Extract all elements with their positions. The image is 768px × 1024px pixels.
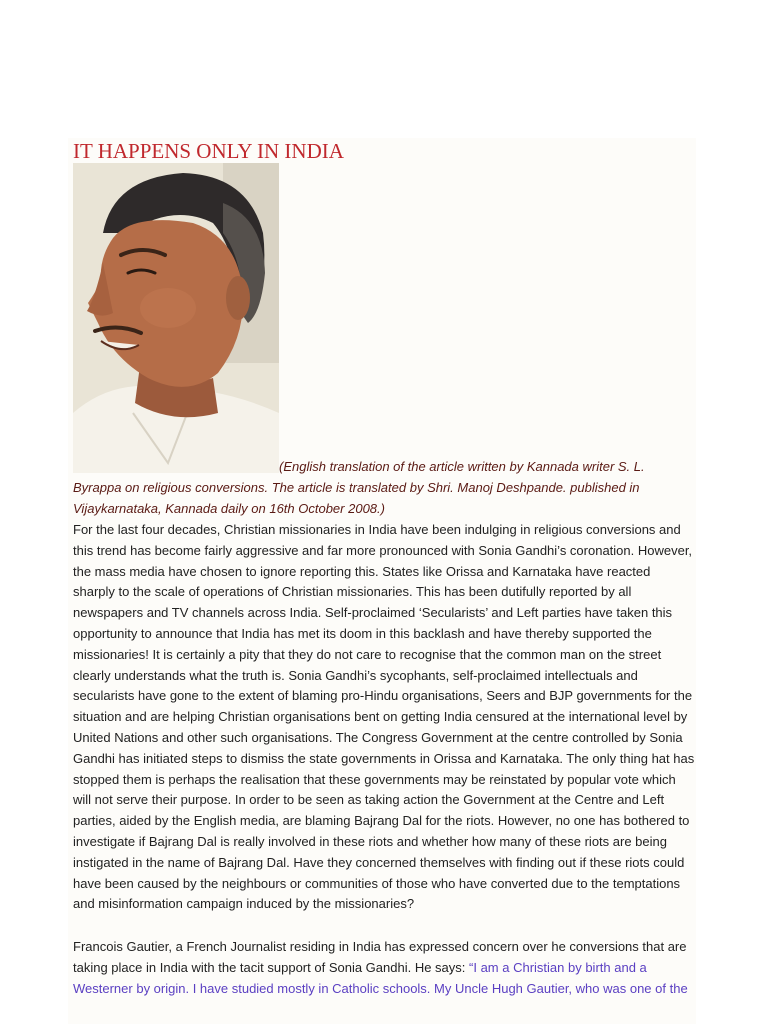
paragraph-2-lead: Francois Gautier, a French Journalist residing in India has expressed concern over he conversions that are taking place in India with the tacit support of Sonia Gandhi. He says:	[73, 939, 687, 975]
author-photo	[73, 163, 279, 473]
article-paragraph-1: For the last four decades, Christian missionaries in India have been indulging in religious conversions and this trend has become fairly aggressive and far more pronounced with Sonia Gandhi’s coronation. However, the mass media have chosen to ignore reporting this. States like Orissa and Karnataka have reacted sharply to the scale of operations of Christian missionaries. This has been dutifully reported by all newspapers and TV channels across India. Self-proclaimed ‘Secularists’ and Left parties have taken this opportunity to announce that India has met its doom in this backlash and have thereby supported the missionaries! It is certainly a pity that they do not care to recognise that the common man on the street clearly understands what the truth is. Sonia Gandhi’s sycophants, self-proclaimed intellectuals and secularists have gone to the extent of blaming pro-Hindu organisations, Seers and BJP governments for the situation and are helping Christian organisations bent on getting India censured at the international level by United Nations and other such organisations. The Congress Government at the centre controlled by Sonia Gandhi has initiated steps to dismiss the state governments in Orissa and Karnataka. The only thing hat has stopped them is perhaps the realisation that these governments may be reinstated by popular vote which will not serve their purpose. In order to be seen as taking action the Government at the Centre and Left parties, aided by the English media, are blaming Bajrang Dal for the riots. However, no one has bothered to investigate if Bajrang Dal is really involved in these riots and whether how many of these riots are being instigated in the name of Bajrang Dal. Have they concerned themselves with finding out if these riots could have been caused by the neighbours or communities of those who have converted due to the temptations and misinformation campaign induced by the missionaries?	[73, 522, 695, 912]
gautier-quote: “I am a Christian by birth and a Westerner by origin. I have studied mostly in Catholic schools. My Uncle Hugh Gautier, who was one of the	[73, 959, 688, 996]
photo-caption: (English translation of the article written by Kannada writer S. L. Byrappa on religious conversions. The article is translated by Shri. Manoj Deshpande. published in Vijaykarnataka, Kannada daily on 16th October 2008.)	[73, 459, 645, 516]
article-title: IT HAPPENS ONLY IN INDIA	[73, 139, 344, 163]
article-paragraph-2	[73, 937, 695, 999]
